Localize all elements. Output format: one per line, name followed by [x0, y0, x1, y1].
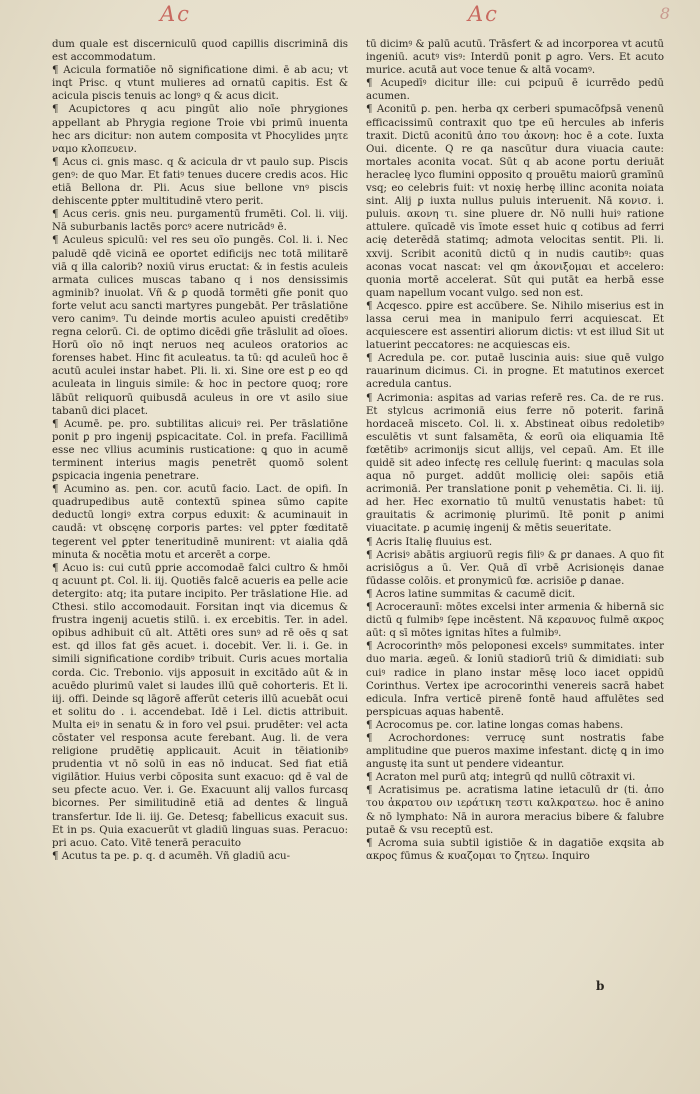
entry-text: ¶ Acus ceris. gnis neu. purgamentū frumēti. Col. li. viij. Nā suburbanis lactēs porcꝰ acere nutricādꝰ ē.	[52, 209, 348, 234]
entry-text: ¶ Acutus ta pe. ꝑ. q. d acumēh. Vñ gladiū acu-	[52, 850, 291, 862]
entry-text: ¶ Acris Italię fluuius est.	[366, 536, 493, 548]
entry-text: ¶ Acroceraunī: mōtes excelsi inter armenia & hibernā sic dictū q fulmibꝰ ſępe incēstent. Nā κεραυνος fulmē ακρος aūt: q sī mōtes ignitas hītes a fulmibꝰ.	[366, 602, 664, 640]
entry-text: ¶ Acumē. pe. pro. subtilitas alicuiꝰ rei. Per trāslatiōne ponit ꝑ pro ingenij ꝑspicacitate. Col. in prefa. Facillimā esse nec vllius acuminis rusticatione: ꝗ quo in acumē terminent interius magis penetrēt quomō solent ꝑspicacia ingenia penetrare.	[52, 418, 348, 483]
entry-text: ¶ Acratisimus pe. acratisma latine ietaculū dr (ti. ἀπο του ἀκρατου οιν ιεράτικη τεστι καλκρατεω. hoc ē anino & nō lymphato: Nā in aurora meracius bibere & falubre putaē & vsu receptū est.	[366, 785, 664, 836]
entry-text: ¶ Acros latine summitas & cacumē dicit.	[366, 588, 576, 600]
entry-text: ¶ Acrocomus pe. cor. latine longas comas habens.	[366, 719, 624, 731]
text-column-left	[52, 38, 348, 863]
signature-mark: b	[596, 979, 605, 993]
entry-text: ¶ Acraton mel purū atq; integrū qd nullū cōtraxit vi.	[366, 772, 636, 784]
entry-text: ¶ Acrochordones: verrucę sunt nostratis fabe amplitudine que pueros maxime infestant. dictę ꝗ in imo angustę ita sunt ut pendere videantur.	[366, 732, 664, 771]
running-head-left: Ac	[160, 2, 191, 26]
entry-text: ¶ Acupictores q acu pingūt alio noīe phrygiones appellant ab Phrygia regione Troie vbi primū inuenta hec ars dicitur: non autem composita vt Phocylides μητε ναμο κλοπευειν.	[52, 104, 348, 155]
entry-text: dum quale est discerniculū quod capillis discriminā dis est accommodatum.	[52, 39, 348, 64]
entry-text: ¶ Acroma suia subtil igistiōe & in dagatiōe exqsita ab ακρος fūmus & κυαζομαι το ζητεω. Inquiro	[366, 837, 664, 862]
entry-text: ¶ Acupedīꝰ dicitur ille: cui pcipuū ē icurrēdo pedū acumen.	[366, 78, 664, 103]
entry-text: ¶ Acicula formatiōe nō significatione dimi. ē ab acu; vt inqt Prisc. q vtunt mulieres ad ornatū capitis. Est & acicula piscis tenuis ac longꝰ q & acus dicit.	[52, 65, 348, 103]
entry-text: ¶ Acrimonia: asꝑitas ad varias referē res. Ca. de re rus. Et stylcus acrimoniā eius ferre nō poterit. farinā hordaceā misceto. Col. li. x. Abstineat oibus redoletibꝰ esculētis vt sunt falsamēta, & eorū oia eliquamia Itē fœtētibꝰ acrimonijs sicut allijs, vel cepaū. Am. Et ille quidē sit adeo infectę res cellulę fuerint: ꝗ maculas sola aqua nō purget. addūt mollicię olei: sapōis etiā acrimoniā. Per translatione ponit ꝑ vehemētia. Ci. li. iij. ad her. Hec exornatio tū multū venustatis habet: tū grauitatis & acrimonię plurimū. Itē ponit ꝑ animi viuacitate. ꝑ acumię ingenij & mētis seueritate.	[366, 392, 664, 535]
folio-number: 8	[659, 4, 670, 23]
entry-text: ¶ Aculeus spiculū: vel res seu oīo pungēs. Col. li. i. Nec paludē qdē vicinā ee oportet edificijs nec totā militarē viā q illa calorib? noxiū virus eructat: & in festis aculeis armata culices muscas tabano q i nos densissimis agminib? inuolat. Vñ & ꝑ quodā tormēti gñe ponit quo forte velut acu sancti martyres pungebāt. Per trāslatiōne vero canimꝰ. Tu deinde mortis aculeo apuisti credētibꝰ regna celorū. Ci. de optimo dicēdi gñe trāslulit ad oīoes. Horū oīo nō inqt neruos neq aculeos oratorios ac forenses habet. Hinc fit aculeatus. ta tū: qd aculeū hoc ē acutū aculei instar habet. Pli. li. xi. Sine ore est ꝑ eo qd aculeata in linguis simile: & hoc in pectore quoq; rore lābūt reliquorū quibusdā aculeus in ore vt asilo siue tabanū dici placet.	[52, 235, 348, 417]
entry-text: ¶ Acuo is: cui cutū ꝑprie accomodaē falci cultro & hmōi q acuunt ꝑt. Col. li. iij. Quotiēs falcē acueris ea pelle acie detergito: atq; ita putare incipito. Per trāslatione Hie. ad Cthesi. stilo accomodauit. Forsitan inqt via dicemus & frustra ingenij acuetis stilū. i. ex ercebitis. Ter. in adel. opibus adhibuit cū alt. Attēti ores sunꝰ ad rē oēs q sat est. qd illos fat gēs acuet. i. docebit. Ver. li. i. Ge. in simili significatione cordibꝰ tribuit. Curis acues mortalia corda. Cic. Trebonio. vijs apposuit in excitādo aūt & in acuēdo plurimū valet si laudes illū quē cohorteris. Et li. iij. offi. Deinde sq lāgorē afferūt ceteris illū acuebāt ocui et solitu do . i. accendebat. Idē i Lel. dictis attribuit. Multa eiꝰ in senatu & in foro vel ꝑsui. prudēter: vel acta cōstater vel responsa acute ferebant. Aug. li. de vera religione prudētię applicauit. Acuit in tēiationibꝰ prudentia vt nō solū in eas nō inducat. Sed fiat etiā vigilātior. Huius verbi cōposita sunt exacuo: qd ē val de seu ꝑfecte acuo. Ver. i. Ge. Exacuunt alij vallos furcasq bicornes. Per similitudinē etiā ad dentes & linguā transfertur. Ide li. iij. Ge. Detesq; fabellicus exacuit sus. Et in ps. Quia exacuerūt vt gladiū linguas suas. Peracuo: pri acuo. Cato. Vitē tenerā peracuito	[52, 562, 348, 849]
entry-text: tū dicimꝰ & palū acutū. Trāsfert & ad incorporea vt acutū ingeniū. acutꝰ visꝰ: Interdū ponit ꝑ agro. Vers. Et acuto murice. acutā aut voce tenue & altā vocamꝰ.	[366, 39, 664, 77]
running-head-right: Ac	[468, 2, 499, 26]
entry-text: ¶ Acumino as. pen. cor. acutū facio. Lact. de opifi. In quadrupedibus autē contextū spinea sūmo capite deductū longiꝰ extra corpus eduxit: & acuminauit in caudā: vt obscęnę corporis partes: vel ꝑpter fœditatē tegerent vel ꝑpter teneritudinē munirent: vt aialia qdā minuta & nocētia motu et arcerēt a corpe.	[52, 484, 348, 561]
entry-text: ¶ Acredula pe. cor. putaē luscinia auis: siue quē vulgo rauarinum dicimus. Ci. in progne. Et matutinos exercet acredula cantus.	[366, 353, 664, 391]
entry-text: ¶ Acus ci. gnis masc. q & acicula dr vt paulo sup. Piscis genꝰ: de quo Mar. Et fatiꝰ tenues ducere credis acos. Hic etiā Bellona dr. Pli. Acus siue bellone vnꝰ piscis dehiscente ꝑpter multitudinē vtero perit.	[52, 156, 348, 208]
entry-text: ¶ Acqesco. ꝑpire est accūbere. Se. Nihilo miserius est in lassa cerui mea in manipulo ferri acquiescat. Et acquiescere est assentiri aliorum dictis: vt est illud Sit ut latuerint peccatores: ne acquiescas eis.	[366, 300, 664, 352]
entry-text: ¶ Acrisiꝰ abātis argiuorū regis filiꝰ & ꝑr danaes. A quo fit acrisiōgus a ū. Ver. Quā dī vrbē Acrisionęis danae fūdasse colōis. et ꝑronymicū fœ. acrisiōe ꝑ danae.	[366, 549, 664, 587]
entry-text: ¶ Acrocorinthꝰ mōs peloponesi excelsꝰ summitates. inter duo maria. ægeū. & Ioniū stadiorū triū & dimidiati: sub cuiꝰ radice in plano instar mēsę loco iacet oppidū Corinthus. Vertex ipe acrocorinthi venereis sacrā habet edicula. Infra verticē pirenē fontē haud affulētes sed perspicuas aquas habentē.	[366, 641, 664, 718]
entry-text: ¶ Aconitū ꝑ. pen. herba qx cerberi spumacōfpsā venenū efficacissimū contraxit quo tpe eū hercules ab inferis traxit. Dictū aconitū ἀπο του ἀκονη: hoc ē a cote. Iuxta Oui. dicente. Q re qa nascūtur dura viuacia caute: mortales aconita vocat. Sūt q ab acone portu deriuāt heracleę lyco flumini opposito q prouētu maiorū gramīnū vsq; eo celebris fuit: vt noxię herbę illinc aconita noiata sint. Alij ꝑ iuxta nullus puluis interuenit. Nā κονισ. i. puluis. ακονη τι. sine pluere dr. Nō nulli huiꝰ ratione attulere. quīcadē vis īmote esset huic q cotibus ad ferri acię deterēdā statimq; admota velocitas sentit. Pli. li. xxvij. Scribit aconitū dictū q in nudis cautibꝰ: quas aconas vocat nascat: vel qm ἀκονιξομαι et accelero: quonia mortē accelerat. Sūt qui putāt ea herbā esse quam napellum vocant vulgo. sed non est.	[366, 104, 664, 299]
text-column-right	[366, 38, 664, 863]
